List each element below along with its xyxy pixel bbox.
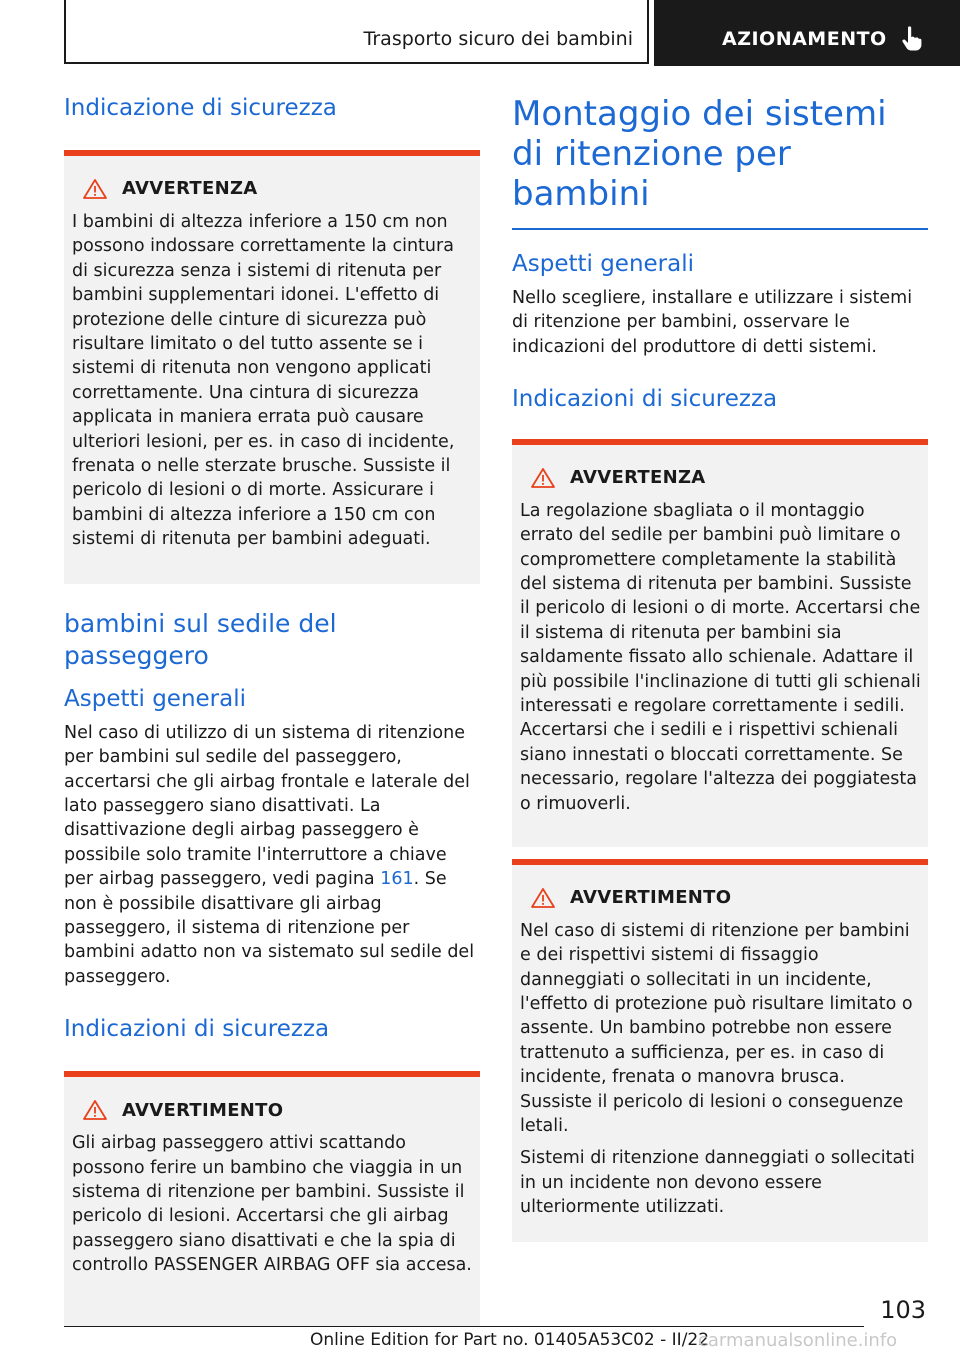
header-chapter-box <box>64 0 649 64</box>
warning-text: Nel caso di sistemi di ritenzione per bambini e dei rispettivi sistemi di fissaggio danneggiati o sollecitati in un incidente, l'effetto di protezione può risultare limitato o assente. Un bambino potrebbe non essere trattenuto a sufficienza, per es. in caso di incidente, frenata o manovra brusca. Sussiste il pericolo di lesioni o conseguenze letali. <box>520 920 913 1137</box>
header-chapter-title: Trasporto sicuro dei bambini <box>363 28 633 50</box>
warning-title: AVVERTIMENTO <box>570 887 732 909</box>
edition-text: Online Edition for Part no. 01405A53C02 - II/22 <box>310 1330 710 1350</box>
warning-box <box>512 439 928 847</box>
warning-box-2 <box>512 859 928 1242</box>
warning-text-2: Sistemi di ritenzione danneggiati o sollecitati in un incidente non devono essere ulteriormente utilizzati. <box>520 1148 915 1218</box>
general-text: Nel caso di utilizzo di un sistema di ritenzione per bambini sul sedile del passeggero, accertarsi che gli airbag frontale e laterale del lato passeggero siano disattivati. La disattivazione degli airbag passeggero è possibile solo tramite l'interruttore a chiave per airbag passeggero, vedi pagina 161. Se non è possibile disattivare gli airbag passeggero, il sistema di ritenzione per bambini adatto non va sistemato sul sedile del passeggero. <box>64 722 475 987</box>
warning-title: AVVERTENZA <box>122 178 258 200</box>
general-heading: Aspetti generali <box>64 685 247 712</box>
warning-title: AVVERTENZA <box>570 467 706 489</box>
right-column <box>512 94 928 1242</box>
general-text: Nello scegliere, installare e utilizzare i sistemi di ritenzione per bambini, osservare le indicazioni del produttore di detti sistemi. <box>512 287 913 357</box>
safety-heading-2: Indicazioni di sicurezza <box>64 1016 330 1043</box>
warning-text: Gli airbag passeggero attivi scattando possono ferire un bambino che viaggia in un sistema di ritenzione per bambini. Sussiste il pericolo di lesioni. Accertarsi che gli airbag passeggero siano disattivati e che la spia di controllo PASSENGER AIRBAG OFF sia accesa. <box>72 1133 472 1276</box>
warning-triangle-icon <box>82 178 108 200</box>
passenger-heading: bambini sul sedile del passeggero <box>64 608 337 671</box>
warning-triangle-icon <box>530 467 556 489</box>
warning-triangle-icon <box>530 887 556 909</box>
pointing-hand-icon <box>899 26 923 52</box>
warning-text: La regolazione sbagliata o il montaggio errato del sedile per bambini può limitare o compromettere completamente la stabilità del sistema di ritenuta per bambini. Sussiste il pericolo di lesioni o di morte. Accertarsi che il sistema di ritenuta per bambini sia saldamente fissato allo schienale. Adattare il più possibile l'inclinazione di tutti gli schienali interessati e regolare correttamente i sedili. Accertarsi che i sedili e i rispettivi schienali siano innestati o bloccati correttamente. Se necessario, regolare l'altezza dei poggiatesta o rimuoverli. <box>520 500 921 814</box>
footer-rule <box>64 1326 864 1327</box>
warning-box <box>64 150 480 584</box>
left-column <box>64 94 480 1327</box>
page-link[interactable]: 161 <box>380 869 414 890</box>
watermark: carmanualsonline.info <box>698 1330 898 1351</box>
warning-box-2 <box>64 1071 480 1327</box>
general-heading: Aspetti generali <box>512 250 695 277</box>
warning-title: AVVERTIMENTO <box>122 1099 284 1121</box>
warning-text: I bambini di altezza inferiore a 150 cm non possono indossare correttamente la cintura di sicurezza senza i sistemi di ritenuta per bambini supplementari idonei. L'effetto di protezione delle cinture di sicurezza può risultare limitato o del tutto assente se i sistemi di ritenuta non vengono applicati correttamente. Una cintura di sicurezza applicata in maniera errata può causare ulteriori lesioni, per es. in caso di incidente, frenata o nelle sterzate brusche. Sussiste il pericolo di lesioni o di morte. Assicurare i bambini di altezza inferiore a 150 cm con sistemi di ritenuta per bambini adeguati. <box>72 211 455 550</box>
main-heading: Montaggio dei sistemi di ritenzione per bambini <box>512 94 887 215</box>
warning-triangle-icon <box>82 1099 108 1121</box>
header-section-title: AZIONAMENTO <box>722 28 887 50</box>
safety-heading: Indicazioni di sicurezza <box>512 385 778 412</box>
safety-heading: Indicazione di sicurezza <box>64 95 337 121</box>
page-number: 103 <box>880 1296 926 1324</box>
header-section-tab[interactable] <box>654 0 960 66</box>
